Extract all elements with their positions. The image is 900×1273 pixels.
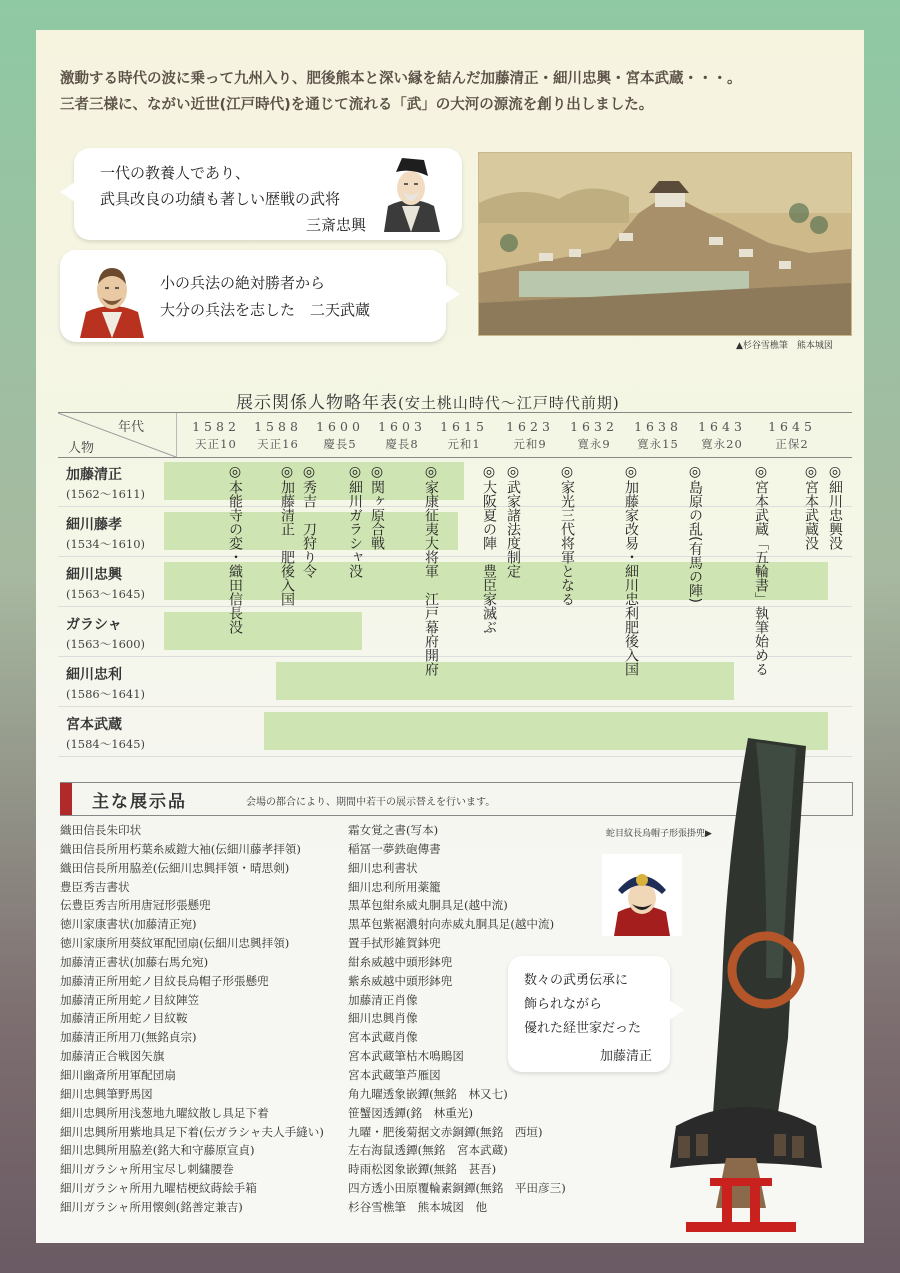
list-item: 細川幽斎所用軍配団扇 [60,1067,176,1082]
timeline-event: ◎加藤清正 肥後入国 [279,464,295,606]
bubble-name: 三斎忠興 [305,216,366,234]
miyamoto-musashi-portrait-icon [76,254,148,338]
timeline-event: ◎大阪夏の陣 豊臣家滅ぶ [481,464,497,634]
person-row: 細川忠利 (1586〜1641) [58,656,852,707]
year-cell: 1588 天正16 [254,419,302,451]
kumamoto-castle-painting [478,152,852,336]
bubble-line: 大分の兵法を志した 二天武蔵 [160,301,371,319]
bubble-name: 加藤清正 [599,1049,652,1064]
bubble-line: 一代の教養人であり、 [100,164,251,182]
list-item: 細川忠興肖像 [348,1011,418,1026]
timeline-title-main: 展示関係人物略年表 [236,393,398,413]
timeline-event: ◎本能寺の変・織田信長没 [227,464,243,634]
list-item: 織田信長所用脇差(伝細川忠興拝領・晴思剣) [60,860,290,875]
list-item: 笹蟹図透鐔(銘 林重光) [348,1105,473,1120]
exhibits-note: 会場の都合により、期間中若干の展示替えを行います。 [246,797,496,808]
list-item: 細川忠利書状 [348,860,418,875]
list-item: 九曜・肥後菊据文赤銅鐔(無銘 西垣) [348,1124,543,1139]
timeline-event: ◎宮本武蔵没 [803,464,819,550]
list-item: 杉谷雪樵筆 熊本城図 他 [348,1199,488,1214]
list-item: 宮本武蔵筆芦雁図 [348,1067,441,1082]
timeline-event: ◎関ヶ原合戦 [369,464,385,550]
timeline-event: ◎宮本武蔵「五輪書」執筆始める [753,464,769,676]
list-item: 加藤清正書状(加藤右馬允宛) [60,954,209,969]
list-item: 黒革包紺糸威丸胴具足(越中流) [348,898,508,913]
person-row: 細川藤孝 (1534〜1610) [58,506,852,557]
header-corner [58,413,177,457]
list-item: 豊臣秀吉書状 [60,879,130,894]
eboshi-helmet-image [656,738,826,1236]
year-cell: 1643 寛永20 [698,419,746,451]
list-item: 置手拭形雑賀鉢兜 [348,936,441,951]
year-cell: 1600 慶長5 [316,419,364,451]
timeline-event: ◎細川ガラシャ没 [347,464,363,578]
poster-page [36,30,864,1243]
header-person-label: 人物 [68,441,95,456]
list-item: 加藤清正所用蛇ノ目紋陣笠 [60,992,200,1007]
year-cell: 1623 元和9 [506,419,554,451]
list-item: 細川ガラシャ所用懐剣(銘善定兼吉) [60,1199,243,1214]
list-item: 徳川家康所用葵紋軍配団扇(伝細川忠興拝領) [60,936,290,951]
intro-line-1: 激動する時代の波に乗って九州入り、肥後熊本と深い縁を結んだ加藤清正・細川忠興・宮本武蔵・・・。 [60,71,742,87]
bubble-line: 小の兵法の絶対勝者から [160,274,326,292]
list-item: 四方透小田原覆輪素銅鐔(無銘 平田彦三) [348,1181,566,1196]
list-item: 加藤清正所用刀(無銘貞宗) [60,1030,197,1045]
list-item: 細川忠興所用浅葱地九曜紋散し具足下着 [60,1105,269,1120]
bubble-line: 飾られながら [524,997,603,1012]
painting-caption: ▲杉谷雪樵筆 熊本城図 [736,341,833,351]
list-item: 稲冨一夢鉄砲傳書 [348,841,441,856]
hosokawa-tadaoki-portrait-icon [374,154,448,232]
list-item: 徳川家康書状(加藤清正宛) [60,917,197,932]
list-item: 紺糸威越中頭形鉢兜 [348,954,453,969]
timeline-event: ◎家康征夷大将軍 江戸幕府開府 [423,464,439,676]
exhibits-list-left [60,821,324,1217]
list-item: 加藤清正合戦図矢旗 [60,1049,165,1064]
helmet-label: 蛇目紋長烏帽子形張掛兜▶ [606,829,712,839]
list-item: 加藤清正肖像 [348,992,418,1007]
timeline-event: ◎秀吉 刀狩り令 [301,464,317,578]
list-item: 加藤清正所用蛇ノ目紋鞍 [60,1011,188,1026]
person-row: 宮本武蔵 (1584〜1645) [58,706,852,757]
list-item: 宮本武蔵筆枯木鳴鵙図 [348,1049,464,1064]
list-item: 左右海鼠透鐔(無銘 宮本武蔵) [348,1143,508,1158]
timeline-table [58,412,852,752]
person-row: ガラシャ (1563〜1600) [58,606,852,657]
year-cell: 1582 天正10 [192,419,240,451]
timeline-event: ◎武家諸法度制定 [505,464,521,578]
bubble-line: 数々の武勇伝承に [524,973,629,988]
list-item: 細川忠興所用脇差(銘大和守藤原宣貞) [60,1143,255,1158]
person-row: 細川忠興 (1563〜1645) [58,556,852,607]
list-item: 時雨松図象嵌鐔(無銘 甚吾) [348,1162,497,1177]
year-cell: 1603 慶長8 [378,419,426,451]
list-item: 細川ガラシャ所用九曜桔梗紋蒔絵手箱 [60,1181,257,1196]
list-item: 織田信長所用朽葉糸威鎧大袖(伝細川藤孝拝領) [60,841,301,856]
list-item: 細川忠興所用紫地具足下着(伝ガラシャ夫人手縫い) [60,1124,324,1139]
bubble-line: 優れた経世家だった [524,1021,642,1036]
timeline-event: ◎加藤家改易・細川忠利肥後入国 [623,464,639,676]
speech-bubble-kiyomasa [508,956,670,1072]
list-item: 織田信長朱印状 [60,823,142,837]
list-item: 細川忠興筆野馬図 [60,1086,153,1101]
intro-text [60,66,850,118]
list-item: 宮本武蔵肖像 [348,1030,418,1045]
list-item: 紫糸威越中頭形鉢兜 [348,973,453,988]
year-cell: 1645 正保2 [768,419,816,451]
kato-kiyomasa-portrait-icon [602,854,682,936]
year-cell: 1638 寛永15 [634,419,682,451]
intro-line-2: 三者三様に、ながい近世(江戸時代)を通じて流れる「武」の大河の源流を創り出しました。 [60,97,654,113]
section-marker [60,783,72,815]
list-item: 加藤清正所用蛇ノ目紋長烏帽子形張懸兜 [60,973,269,988]
timeline-title-sub: (安土桃山時代〜江戸時代前期) [398,394,620,412]
person-row: 加藤清正 (1562〜1611) [58,456,852,507]
list-item: 角九曜透象嵌鐔(無銘 林又七) [348,1086,508,1101]
year-cell: 1615 元和1 [440,419,488,451]
list-item: 細川ガラシャ所用宝尽し刺繍腰巻 [60,1162,234,1177]
timeline-event: ◎家光三代将軍となる [559,464,575,606]
timeline-header [58,412,852,458]
list-item: 霜女覚之書(写本) [348,823,439,837]
year-cell: 1632 寛永9 [570,419,618,451]
bubble-line: 武具改良の功績も著しい歴戦の武将 [100,190,341,208]
timeline-title [236,388,620,413]
list-item: 伝豊臣秀吉所用唐冠形張懸兜 [60,898,211,913]
list-item: 細川忠利所用薬籠 [348,879,441,894]
header-era-label: 年代 [118,420,145,435]
exhibits-title: 主な展示品 [92,792,187,812]
list-item: 黒革包紫裾濃射向赤威丸胴具足(越中流) [348,917,555,932]
timeline-event: ◎島原の乱(有馬の陣) [687,464,703,603]
timeline-event: ◎細川忠興没 [827,464,843,550]
